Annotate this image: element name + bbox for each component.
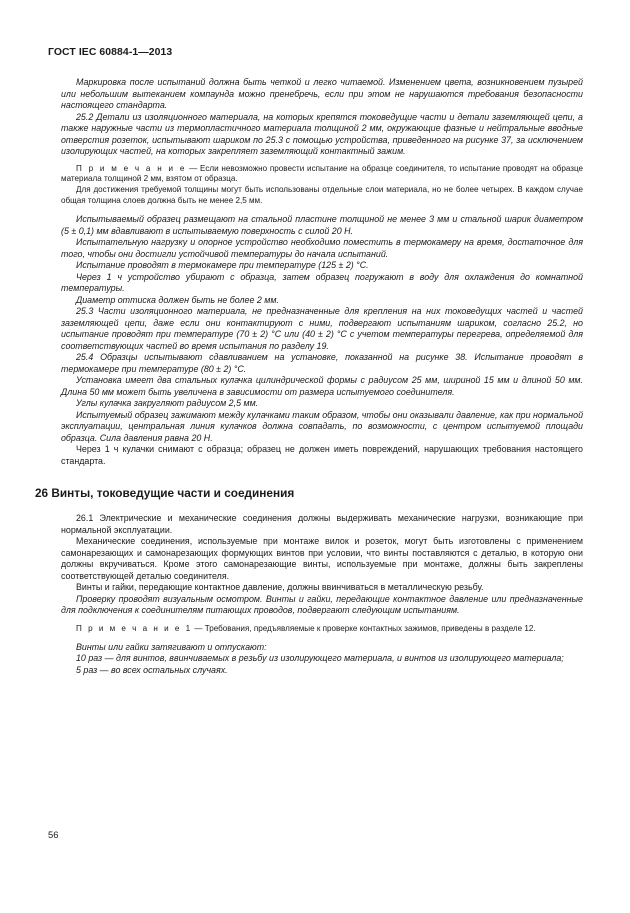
- document-body: [35, 77, 584, 676]
- paragraph: 26.1 Электрические и механические соединения должны выдерживать механические нагрузки, возникающие при нормальной эксплуатации.: [61, 513, 583, 535]
- section-heading: 26 Винты, токоведущие части и соединения: [35, 486, 295, 501]
- note-paragraph: [61, 164, 583, 186]
- note-label: П р и м е ч а н и е: [76, 163, 187, 173]
- italic-paragraph: Испытуемый образец зажимают между кулачками таким образом, чтобы они оказывали давление, как при нормальной эксплуатации, центральная линия кулачков должна совпадать, по возможности, с центром испытуемой площади образца. Сила давления равна 20 Н.: [61, 409, 583, 443]
- italic-paragraph: Испытательную нагрузку и опорное устройство необходимо поместить в термокамеру на время, достаточное для того, чтобы они достигли устойчивой температуры до начала испытаний.: [61, 237, 583, 259]
- italic-paragraph: Маркировка после испытаний должна быть четкой и легко читаемой. Изменением цвета, возникновением пузырей или небольшим вытеканием компаунда можно пренебречь, если при этом не нарушаются требования безопасности настоящего стандарта.: [61, 77, 583, 110]
- note-text: Для достижения требуемой толщины могут быть использованы отдельные слои материала, но не более четырех. В каждом случае общая толщина слоев должна быть не менее 2,5 мм.: [61, 185, 583, 206]
- note-paragraph: [61, 624, 583, 635]
- italic-paragraph: 5 раз — во всех остальных случаях.: [76, 664, 228, 675]
- paragraph: Винты и гайки, передающие контактное давление, должны ввинчиваться в металлическую резьбу.: [76, 582, 484, 593]
- italic-paragraph: 25.4 Образцы испытывают сдавливанием на установке, показанной на рисунке 38. Испытание проводят в термокамере при температуре (80 ± 2) °С.: [61, 352, 583, 374]
- italic-paragraph: 25.2 Детали из изоляционного материала, на которых крепятся токоведущие части и детали заземляющей цепи, а также наружные части из термопластичного материала толщиной 2 мм, окружающие фазные и нейтральные вводные отверстия розеток, испытывают шариком по 25.3 с помощью устройства, приведенного на рисунке 37, за исключением изолирующих частей, на которых закрепляет заземляющий контактный зажим.: [61, 111, 583, 156]
- note-text: — Требования, предъявляемые к проверке контактных зажимов, приведены в разделе 12.: [192, 623, 536, 633]
- paragraph: Через 1 ч кулачки снимают с образца; образец не должен иметь повреждений, нарушающих требования настоящего стандарта.: [61, 444, 583, 466]
- italic-paragraph: Углы кулачка закругляют радиусом 2,5 мм.: [76, 398, 259, 409]
- paragraph: Механические соединения, используемые при монтаже вилок и розеток, могут быть изготовлены с применением самонарезающих и самонарезающих формующих винтов при условии, что винты поставляются с деталью, в которую они должны вкручиваться. Кроме этого самонарезающие винты, используемые при монтаже, должны быть закреплены соответствующей деталью соединителя.: [61, 536, 583, 581]
- italic-paragraph: Проверку проводят визуальным осмотром. Винты и гайки, передающие контактное давление или предназначенные для подключения к соединителям питающих проводов, подвергают следующим испытаниям.: [61, 593, 583, 616]
- note-label: П р и м е ч а н и е 1: [76, 623, 193, 633]
- note-text: — Если невозможно провести испытание на образце соединителя, то испытание проводят на образце материала толщиной 2 мм, взятом от образца.: [61, 163, 584, 184]
- italic-paragraph: Диаметр оттиска должен быть не более 2 мм.: [76, 294, 279, 305]
- page-number: 56: [48, 829, 59, 840]
- note-paragraph: [61, 185, 583, 207]
- italic-paragraph: Испытываемый образец размещают на стальной пластине толщиной не менее 3 мм и стальной шарик диаметром (5 ± 0,1) мм вдавливают в испытываемую поверхность с силой 20 Н.: [61, 214, 583, 236]
- italic-paragraph: 10 раз — для винтов, ввинчиваемых в резьбу из изолирующего материала, и винтов из изолирующего материала;: [76, 653, 564, 664]
- italic-paragraph: Винты или гайки затягивают и отпускают:: [76, 641, 267, 652]
- italic-paragraph: Установка имеет два стальных кулачка цилиндрической формы с радиусом 25 мм, шириной 15 мм и длиной 50 мм. Длина 50 мм может быть увеличена в зависимости от размера испытуемого соединителя.: [61, 375, 583, 397]
- italic-paragraph: Испытание проводят в термокамере при температуре (125 ± 2) °С.: [76, 260, 369, 271]
- italic-paragraph: Через 1 ч устройство убирают с образца, затем образец погружают в воду для охлаждения до комнатной температуры.: [61, 271, 583, 294]
- italic-paragraph: 25.3 Части изоляционного материала, не предназначенные для крепления на них токоведущих частей и частей заземляющей цепи, даже если они контактируют с ними, подвергают испытаниям шариком, согласно 25.2, но испытание проводят при температуре (70 ± 2) °С или (40 ± 2) °С с учетом температуры перегрева, определяемой для соответствующих частей во время испытания по разделу 19.: [61, 306, 583, 351]
- document-code-header: ГОСТ IEC 60884-1—2013: [48, 47, 173, 58]
